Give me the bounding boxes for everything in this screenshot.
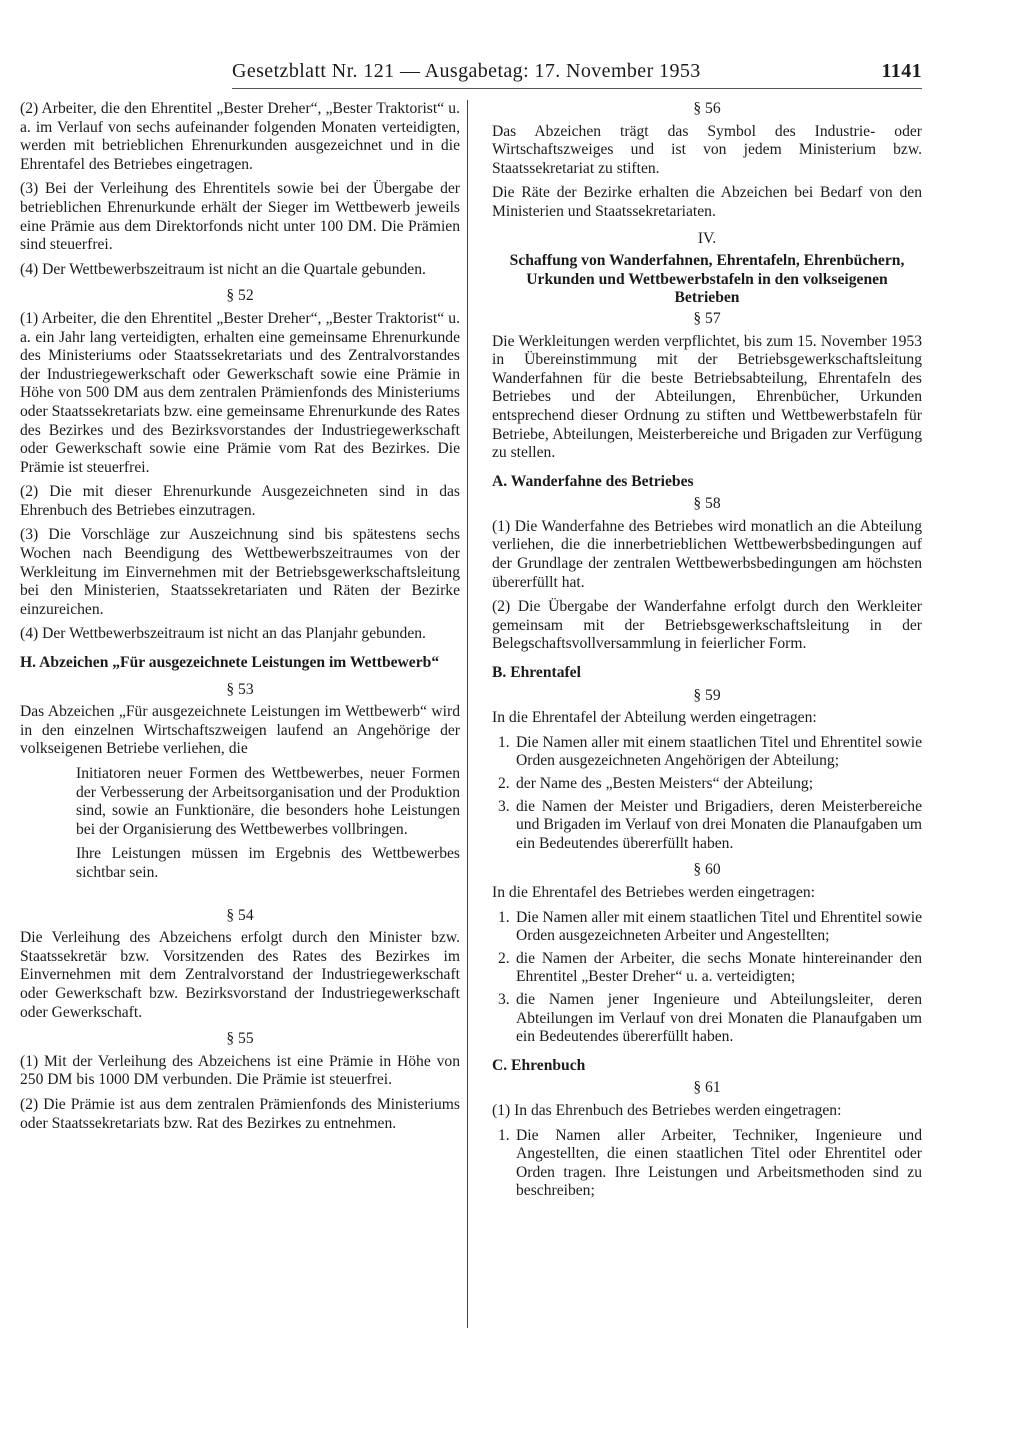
section-58-heading: § 58 bbox=[693, 495, 721, 513]
paragraph-56-1: Das Abzeichen trägt das Symbol des Industrie- oder Wirtschaftszweiges und ist von jedem Ministerium bzw. Staatssekretariat zu stiften. bbox=[492, 122, 922, 177]
paragraph-58-1: (1) Die Wanderfahne des Betriebes wird monatlich an die Abteilung verliehen, die die innerbetrieblichen Wettbewerbsbedingungen auf der Grundlage der zentralen Wettbewerbsbedingungen am höchsten übererfüllt hat. bbox=[492, 517, 922, 591]
paragraph-51-3: (3) Bei der Verleihung des Ehrentitels sowie bei der Übergabe der betrieblichen Ehrenurkunde erhält der Sieger im Wettbewerb jeweils eine Prämie aus dem Direktorfonds nicht unter 100 DM. Die Prämien sind steuerfrei. bbox=[20, 180, 460, 254]
header-title: Gesetzblatt Nr. 121 — Ausgabetag: 17. November 1953 bbox=[232, 60, 701, 82]
heading-h-badge: H. Abzeichen „Für ausgezeichnete Leistungen im Wettbewerb“ bbox=[20, 654, 440, 672]
paragraph-52-2: (2) Die mit dieser Ehrenurkunde Ausgezeichneten sind in das Ehrenbuch des Betriebes einzutragen. bbox=[20, 483, 460, 519]
list-item: 2. die Namen der Arbeiter, die sechs Monate hintereinander den Ehrentitel „Bester Dreher“ u. a. verteidigten; bbox=[498, 949, 922, 986]
page-header bbox=[232, 58, 922, 89]
paragraph-53: Das Abzeichen „Für ausgezeichnete Leistungen im Wettbewerb“ wird in den einzelnen Wirtschaftszweigen laufend an Angehörige der volkseigenen Betriebe verliehen, die bbox=[20, 703, 460, 758]
list-item: 1. Die Namen aller mit einem staatlichen Titel und Ehrentitel sowie Orden ausgezeichneten Angehörigen der Abteilung; bbox=[498, 733, 922, 770]
paragraph-59: In die Ehrentafel der Abteilung werden eingetragen: bbox=[492, 709, 817, 727]
paragraph-53-indent-1: Initiatoren neuer Formen des Wettbewerbes, neuer Formen der Verbesserung der Arbeitsorganisation und der Produktion sind, sowie an Funktionäre, die besonders hohe Leistungen bei der Organisierung des Wettbewerbes vollbringen. bbox=[76, 765, 460, 838]
section-57-heading: § 57 bbox=[693, 309, 721, 327]
section-53-heading: § 53 bbox=[226, 680, 254, 698]
column-divider bbox=[467, 100, 468, 1328]
list-item: 1. Die Namen aller Arbeiter, Techniker, Ingenieure und Angestellten, die einen staatlichen Titel oder Ehrentitel oder Orden tragen. Ihre Leistungen und Arbeitsmethoden sind zu beschreiben; bbox=[498, 1126, 922, 1200]
paragraph-53-indent-2: Ihre Leistungen müssen im Ergebnis des Wettbewerbes sichtbar sein. bbox=[76, 845, 460, 881]
heading-a-banner: A. Wanderfahne des Betriebes bbox=[492, 472, 694, 490]
paragraph-55-1: (1) Mit der Verleihung des Abzeichens ist eine Prämie in Höhe von 250 DM bis 1000 DM verbunden. Die Prämie ist steuerfrei. bbox=[20, 1052, 460, 1089]
paragraph-52-1: (1) Arbeiter, die den Ehrentitel „Bester Dreher“, „Bester Traktorist“ u. a. ein Jahr lang verteidigten, erhalten eine gemeinsame Ehrenurkunde des Ministeriums oder Staatssekretariats und des Zentralvorstandes der Industriegewerkschaft oder Gewerkschaft sowie eine Prämie in Höhe von 500 DM aus dem zentralen Prämienfonds des Ministeriums oder Staatssekretariats bzw. eine gemeinsame Ehrenurkunde des Rates des Bezirkes und des Bezirksvorstandes der Industriegewerkschaft oder Gewerkschaft sowie eine Prämie vom Rat des Bezirkes. Die Prämie ist steuerfrei. bbox=[20, 309, 460, 476]
part-iv-title: Schaffung von Wanderfahnen, Ehrentafeln, Ehrenbüchern, Urkunden und Wettbewerbstafeln in den volkseigenen Betrieben bbox=[509, 252, 905, 307]
paragraph-58-2: (2) Die Übergabe der Wanderfahne erfolgt durch den Werkleiter gemeinsam mit der Betriebsgewerkschaftsleitung in der Belegschaftsvollversammlung in feierlicher Form. bbox=[492, 598, 922, 653]
section-55-heading: § 55 bbox=[226, 1030, 254, 1048]
page-number: 1141 bbox=[881, 60, 922, 82]
list-61 bbox=[492, 1127, 922, 1201]
list-item: 2. der Name des „Besten Meisters“ der Abteilung; bbox=[498, 775, 814, 792]
left-column bbox=[20, 100, 460, 1139]
list-60 bbox=[492, 909, 922, 1047]
paragraph-61-1: (1) In das Ehrenbuch des Betriebes werden eingetragen: bbox=[492, 1101, 842, 1119]
paragraph-54: Die Verleihung des Abzeichens erfolgt durch den Minister bzw. Staatssekretär bzw. Vorsitzenden des Rates des Bezirkes im Einvernehmen mit dem Zentralvorstand der Industriegewerkschaft oder Gewerkschaft bzw. Bezirksvorstand der Industriegewerkschaft oder Gewerkschaft. bbox=[20, 929, 460, 1021]
heading-c-honor-book: C. Ehrenbuch bbox=[492, 1056, 586, 1074]
section-54-heading: § 54 bbox=[226, 906, 254, 924]
paragraph-56-2: Die Räte der Bezirke erhalten die Abzeichen bei Bedarf von den Ministerien und Staatssekretariaten. bbox=[492, 184, 922, 220]
paragraph-51-2: (2) Arbeiter, die den Ehrentitel „Bester Dreher“, „Bester Traktorist“ u. a. im Verlauf von sechs aufeinander folgenden Monaten verteidigten, werden mit betrieblichen Ehrenurkunden ausgezeichnet und in die Ehrentafel des Betriebes eingetragen. bbox=[20, 100, 460, 173]
paragraph-55-2: (2) Die Prämie ist aus dem zentralen Prämienfonds des Ministeriums oder Staatssekretariats bzw. Rat des Bezirkes zu entnehmen. bbox=[20, 1095, 460, 1132]
section-60-heading: § 60 bbox=[693, 861, 721, 879]
section-52-heading: § 52 bbox=[226, 287, 254, 305]
list-item: 3. die Namen jener Ingenieure und Abteilungsleiter, deren Abteilungen im Verlauf von drei Monaten die Planaufgaben um ein Bedeutendes übererfüllt haben. bbox=[498, 990, 922, 1046]
section-59-heading: § 59 bbox=[693, 686, 721, 704]
section-56-heading: § 56 bbox=[693, 100, 721, 117]
list-59 bbox=[492, 734, 922, 854]
list-item: 3. die Namen der Meister und Brigadiers, deren Meisterbereiche und Brigaden im Verlauf von drei Monaten die Planaufgaben um ein Bedeutendes übererfüllt haben. bbox=[498, 797, 922, 852]
heading-b-honor-board: B. Ehrentafel bbox=[492, 664, 581, 682]
part-iv-heading: IV. bbox=[697, 229, 717, 247]
paragraph-52-4: (4) Der Wettbewerbszeitraum ist nicht an das Planjahr gebunden. bbox=[20, 625, 426, 643]
paragraph-52-3: (3) Die Vorschläge zur Auszeichnung sind bis spätestens sechs Wochen nach Beendigung des Wettbewerbszeitraumes von der Werkleitung im Einvernehmen mit der Betriebsgewerkschaftsleitung bei den Ministerien, Staatssekretariaten und Räten der Bezirke einzureichen. bbox=[20, 526, 460, 618]
paragraph-57: Die Werkleitungen werden verpflichtet, bis zum 15. November 1953 in Übereinstimmung mit der Betriebsgewerkschaftsleitung Wanderfahnen für die beste Betriebsabteilung, Ehrentafeln des Betriebes und der Abteilungen, Ehrenbücher, Urkunden entsprechend dieser Ordnung zu stiften und Wettbewerbstafeln für Betriebe, Abteilungen, Meisterbereiche und Brigaden zur Verfügung zu stellen. bbox=[492, 332, 922, 462]
paragraph-60: In die Ehrentafel des Betriebes werden eingetragen: bbox=[492, 883, 815, 901]
right-column bbox=[492, 100, 922, 1207]
paragraph-51-4: (4) Der Wettbewerbszeitraum ist nicht an die Quartale gebunden. bbox=[20, 260, 426, 278]
list-item: 1. Die Namen aller mit einem staatlichen Titel und Ehrentitel sowie Orden ausgezeichneten Arbeiter und Angestellten; bbox=[498, 908, 922, 945]
section-61-heading: § 61 bbox=[693, 1079, 721, 1097]
